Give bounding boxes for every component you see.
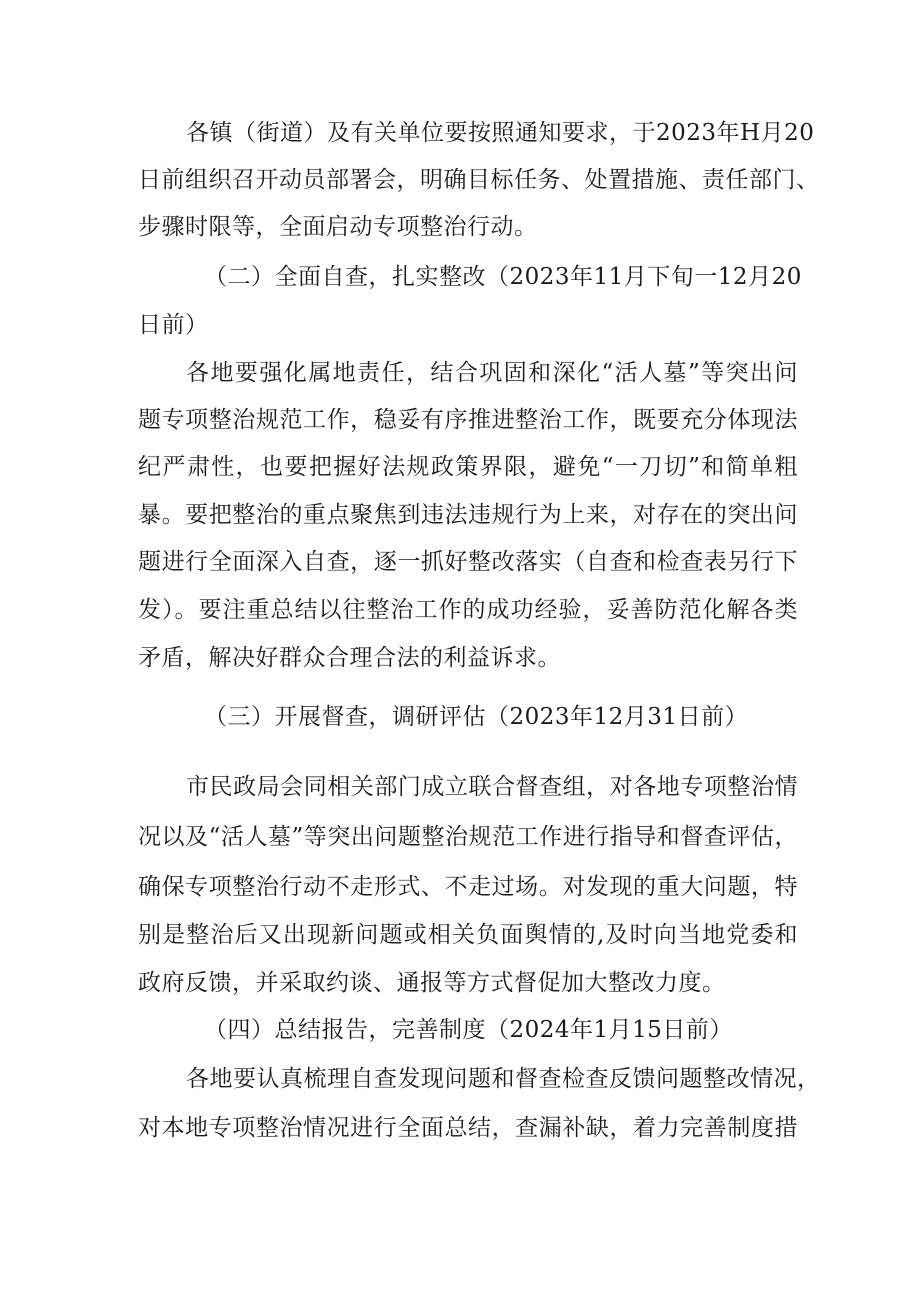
paragraph-line: 况以及“活人墓”等突出问题整治规范工作进行指导和督查评估， [138,824,798,850]
paragraph-line: 各镇（街道）及有关单位要按照通知要求，于2023年H月20 [186,120,815,146]
paragraph-line: 题进行全面深入自查，逐一抓好整改落实（自查和检查表另行下 [138,549,798,575]
paragraph-line: 纪严肃性，也要把握好法规政策界限，避免“一刀切”和简单粗 [138,454,798,480]
paragraph-line: 政府反馈，并采取约谈、通报等方式督促加大整改力度。 [138,970,726,996]
paragraph-line: 日前组织召开动员部署会，明确目标任务、处置措施、责任部门、 [138,167,820,193]
paragraph-line: 确保专项整治行动不走形式、不走过场。对发现的重大问题，特 [138,874,798,900]
paragraph-line: 暴。要把整治的重点聚焦到违法违规行为上来，对存在的突出问 [138,502,798,528]
paragraph-line: 题专项整治规范工作，稳妥有序推进整治工作，既要充分体现法 [138,407,798,433]
paragraph-line: 各地要认真梳理自查发现问题和督查检查反馈问题整改情况， [186,1066,821,1092]
paragraph-line: 发）。要注重总结以往整治工作的成功经验，妥善防范化解各类 [138,597,798,623]
section-heading: （二）全面自查，扎实整改（2023年11月下旬一12月20 [204,264,802,290]
paragraph-line: 别是整治后又出现新问题或相关负面舆情的,及时向当地党委和 [138,922,798,948]
paragraph-line: 步骤时限等，全面启动专项整治行动。 [138,214,538,240]
paragraph-line: 市民政局会同相关部门成立联合督查组，对各地专项整治情 [186,774,798,800]
section-heading: （四）总结报告，完善制度（2024年1月15日前） [204,1017,733,1043]
paragraph-line: 矛盾，解决好群众合理合法的利益诉求。 [138,645,561,671]
section-heading: （三）开展督查，调研评估（2023年12月31日前） [204,704,749,730]
paragraph-line: 对本地专项整治情况进行全面总结，查漏补缺，着力完善制度措 [138,1115,798,1141]
paragraph-line: 各地要强化属地责任，结合巩固和深化“活人墓”等突出问 [186,360,798,386]
section-heading-continuation: 日前） [138,312,209,338]
